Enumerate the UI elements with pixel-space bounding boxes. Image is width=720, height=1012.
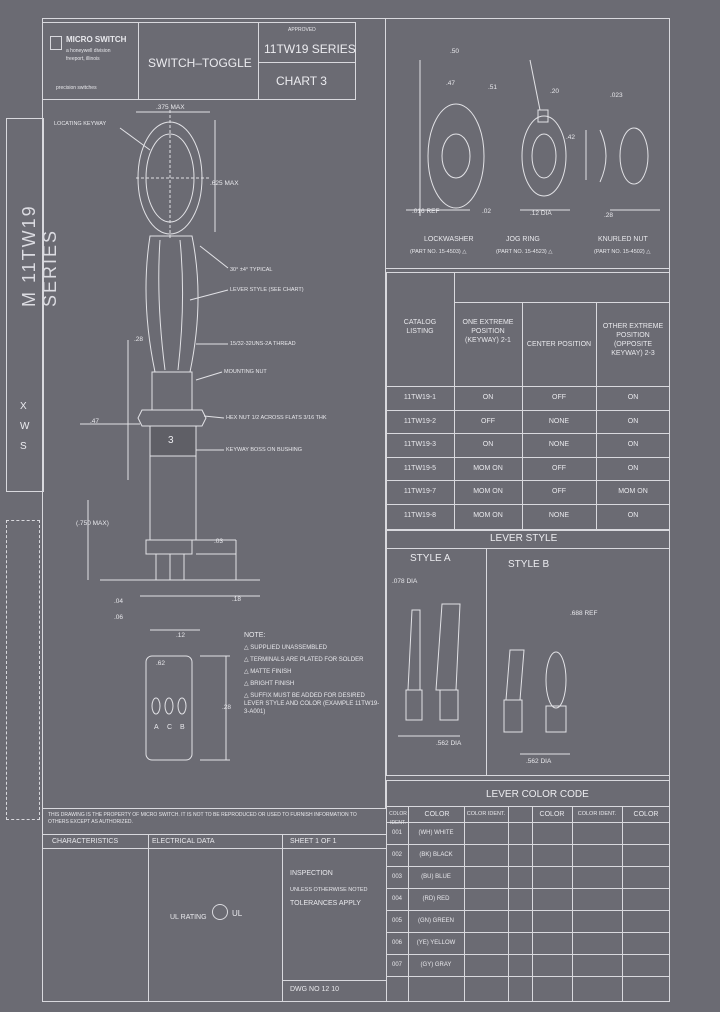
lever-dim-3: .562 DIA xyxy=(436,740,462,747)
catalog-listing-cell: 11TW19-7 xyxy=(403,488,437,495)
note-2: △ TERMINALS ARE PLATED FOR SOLDER xyxy=(244,657,364,663)
catalog-position-cell: MOM ON xyxy=(473,511,503,519)
catalog-position-cell: ON xyxy=(627,511,639,519)
bushing-mark: 3 xyxy=(168,435,174,446)
hw-dim-8: .42 xyxy=(566,134,576,141)
color-hdr-1: COLOR IDENT. xyxy=(389,811,407,826)
dim-750: (.750 MAX) xyxy=(76,520,109,527)
drawing-number: DWG NO 12 10 xyxy=(290,986,340,993)
color-ident-cell: 002 xyxy=(391,852,402,858)
color-row-divider xyxy=(386,866,670,867)
knurled-part: (PART NO. 15-4502) △ xyxy=(594,249,651,255)
color-name-cell: (BK) BLACK xyxy=(419,852,453,858)
color-name-cell: (BU) BLUE xyxy=(421,874,451,880)
catalog-position-cell: ON xyxy=(627,394,639,401)
terminal-b: B xyxy=(180,724,185,731)
catalog-position-cell: OFF xyxy=(481,417,495,425)
catalog-listing-cell: 11TW19-5 xyxy=(403,464,437,472)
lever-dim-1: .078 DIA xyxy=(392,578,418,585)
dim-28: .28 xyxy=(134,336,144,343)
color-ident-cell: 007 xyxy=(391,962,402,968)
color-name-cell: (RD) RED xyxy=(422,896,450,902)
catalog-position-cell: MOM ON xyxy=(618,488,648,495)
dim-62: .62 xyxy=(156,660,166,667)
hw-dim-1: .50 xyxy=(450,48,460,55)
ul-logo xyxy=(212,904,228,920)
logo-sub-1: a honeywell division xyxy=(66,48,111,54)
knurled-label: KNURLED NUT xyxy=(598,236,648,243)
dim-47: .47 xyxy=(90,418,100,425)
electrical-label: ELECTRICAL DATA xyxy=(152,838,215,845)
terminal-a: A xyxy=(154,724,159,731)
color-name-cell: (YE) YELLOW xyxy=(416,940,456,946)
note-1: △ SUPPLIED UNASSEMBLED xyxy=(244,645,327,651)
catalog-listing-cell: 11TW19-1 xyxy=(403,394,437,401)
color-row-divider xyxy=(386,932,670,933)
notes-title: NOTE: xyxy=(244,632,266,639)
color-hdr-3: COLOR IDENT. xyxy=(466,811,506,817)
lockring-note: MOUNTING NUT xyxy=(224,369,267,375)
product-title: SWITCH–TOGGLE xyxy=(148,56,252,70)
hw-dim-4: .016 REF xyxy=(412,208,440,215)
color-code-title: LEVER COLOR CODE xyxy=(486,789,589,800)
note-4: △ BRIGHT FINISH xyxy=(244,681,295,687)
catalog-position-cell: OFF xyxy=(552,488,566,495)
nut-note: HEX NUT 1/2 ACROSS FLATS 3/16 THK xyxy=(226,415,327,421)
color-hdr-6: COLOR xyxy=(633,811,659,818)
catalog-position-cell: ON xyxy=(627,417,639,425)
color-row-divider xyxy=(386,954,670,955)
catalog-position-cell: ON xyxy=(482,441,494,448)
color-name-cell: (GN) GREEN xyxy=(418,918,454,924)
lever-dim-2: .688 REF xyxy=(570,610,598,617)
hw-dim-2: .47 xyxy=(446,80,456,87)
spine-letter-w: W xyxy=(20,421,30,432)
sheet-label: SHEET 1 OF 1 xyxy=(290,838,337,845)
color-ident-cell: 006 xyxy=(391,940,402,946)
characteristics-label: CHARACTERISTICS xyxy=(52,838,119,845)
color-ident-cell: 001 xyxy=(391,830,402,836)
terminal-c: C xyxy=(167,724,173,731)
cat-header-pos1: ONE EXTREME POSITION (KEYWAY) 2-1 xyxy=(462,319,514,344)
catalog-position-cell: MOM ON xyxy=(473,464,503,472)
dim-28b: .28 xyxy=(222,704,232,711)
cat-header-listing: CATALOG LISTING xyxy=(403,319,437,335)
series-vertical: M 11TW19 SERIES xyxy=(19,204,60,307)
dim-top-width: .375 MAX xyxy=(156,104,185,111)
degrees-note: 30° ±4° TYPICAL xyxy=(230,267,273,273)
hw-dim-3: .51 xyxy=(488,84,498,91)
shoulder-note: KEYWAY BOSS ON BUSHING xyxy=(226,447,302,453)
hw-dim-6: .12 DIA xyxy=(530,210,552,217)
hw-dim-5: .02 xyxy=(482,208,492,215)
catalog-listing-cell: 11TW19-3 xyxy=(403,441,437,448)
jogring-label: JOG RING xyxy=(506,236,540,243)
disclaimer: THIS DRAWING IS THE PROPERTY OF MICRO SWITCH. IT IS NOT TO BE REPRODUCED OR USED TO FURNISH INFORMATION TO OTHERS EXCEPT AS AUTHORIZED. xyxy=(48,812,357,825)
spine-letter-x: X xyxy=(20,401,27,412)
catalog-position-cell: ON xyxy=(627,464,639,472)
keyway-note: LOCATING KEYWAY xyxy=(54,121,107,127)
style-b-label: STYLE B xyxy=(508,559,550,570)
catalog-position-cell: NONE xyxy=(548,441,570,448)
dim-hole: .625 MAX xyxy=(210,180,239,187)
catalog-listing-cell: 11TW19-2 xyxy=(403,417,437,425)
hw-dim-9: .28 xyxy=(604,212,614,219)
hw-dim-7: .20 xyxy=(550,88,560,95)
lever-style-note: LEVER STYLE (SEE CHART) xyxy=(230,287,304,293)
jogring-part: (PART NO. 15-4523) △ xyxy=(496,249,553,255)
inspection-label: INSPECTION xyxy=(290,870,333,877)
catalog-position-cell: OFF xyxy=(552,394,566,401)
color-row-divider xyxy=(386,844,670,845)
color-ident-cell: 003 xyxy=(391,874,402,880)
dim-18: .18 xyxy=(232,596,242,603)
spine-letter-s: S xyxy=(20,441,27,452)
catalog-position-cell: NONE xyxy=(548,417,570,425)
logo-text: MICRO SWITCH xyxy=(66,35,127,44)
color-hdr-4: COLOR xyxy=(539,811,565,818)
color-name-cell: (WH) WHITE xyxy=(418,830,454,836)
rating-label: UL RATING xyxy=(170,914,207,921)
tolerances-label: TOLERANCES APPLY xyxy=(290,900,361,907)
dim-06: .06 xyxy=(114,614,124,621)
color-row-divider xyxy=(386,976,670,977)
dim-03: .03 xyxy=(214,538,224,545)
dim-12: .12 xyxy=(176,632,186,639)
approved-label: APPROVED xyxy=(288,27,316,33)
chart-title: CHART 3 xyxy=(276,74,327,88)
lockwasher-label: LOCKWASHER xyxy=(424,236,474,243)
cat-header-pos3: OTHER EXTREME POSITION (OPPOSITE KEYWAY) 2-3 xyxy=(602,323,664,357)
lever-dim-4: .562 DIA xyxy=(526,758,552,765)
lever-style-title: LEVER STYLE xyxy=(490,533,558,544)
catalog-position-cell: ON xyxy=(482,394,494,401)
catalog-position-cell: NONE xyxy=(548,511,570,519)
series-title: 11TW19 SERIES xyxy=(264,42,356,56)
catalog-position-cell: OFF xyxy=(552,464,566,472)
color-row-divider xyxy=(386,888,670,889)
catalog-listing-cell: 11TW19-8 xyxy=(403,511,437,519)
logo-sub-2: freeport, illinois xyxy=(66,56,100,62)
logo-sub-3: precision switches xyxy=(56,85,97,91)
color-row-divider xyxy=(386,910,670,911)
ul-logo-text: UL xyxy=(232,909,243,918)
bushing-note: 15/32-32UNS-2A THREAD xyxy=(230,341,296,347)
color-hdr-5: COLOR IDENT. xyxy=(577,811,617,817)
color-ident-cell: 005 xyxy=(391,918,402,924)
dim-04: .04 xyxy=(114,598,124,605)
catalog-position-cell: MOM ON xyxy=(473,488,503,495)
style-a-label: STYLE A xyxy=(410,553,451,564)
color-hdr-2: COLOR xyxy=(424,811,450,818)
note-3: △ MATTE FINISH xyxy=(244,669,292,675)
color-ident-cell: 004 xyxy=(391,896,402,902)
unless-label: UNLESS OTHERWISE NOTED xyxy=(290,887,368,893)
note-5: △ SUFFIX MUST BE ADDED FOR DESIRED LEVER STYLE AND COLOR (EXAMPLE 11TW19-3-A001) xyxy=(244,693,380,715)
cat-header-center: CENTER POSITION xyxy=(526,341,592,348)
hw-dim-10: .023 xyxy=(610,92,623,99)
lockwasher-part: (PART NO. 15-4503) △ xyxy=(410,249,467,255)
color-name-cell: (GY) GRAY xyxy=(420,962,452,968)
catalog-position-cell: ON xyxy=(627,441,639,448)
